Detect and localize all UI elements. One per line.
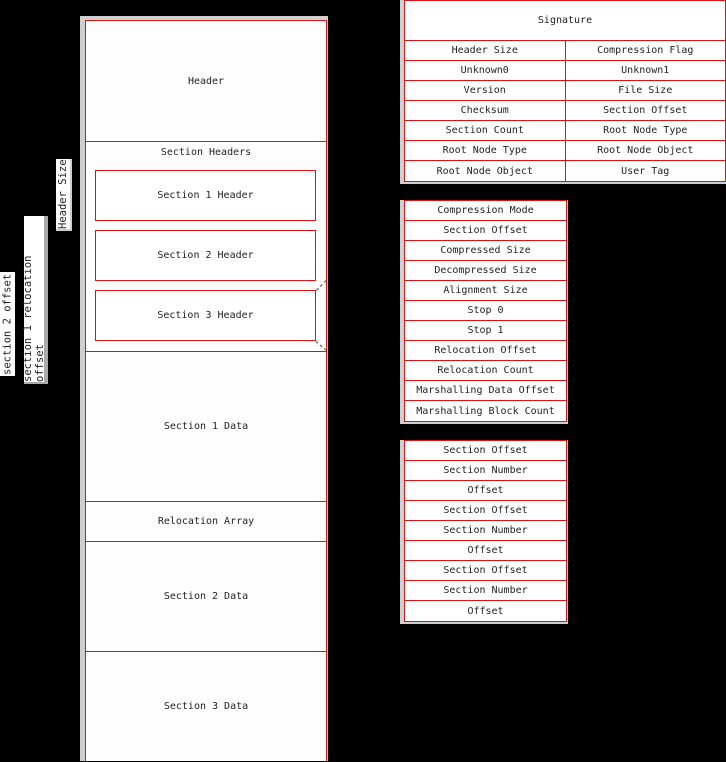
table-row	[405, 201, 566, 221]
section1-header-label: Section 1 Header	[157, 190, 254, 201]
table-cell: Stop 1	[467, 325, 504, 336]
table-cell: Compressed Size	[440, 245, 531, 256]
table-row	[405, 101, 725, 121]
section2-header-box	[95, 230, 316, 281]
table-cell: Stop 0	[467, 305, 504, 316]
table-row	[405, 441, 566, 461]
table-cell: Section Offset	[443, 565, 528, 576]
table-cell: Section Count	[445, 125, 524, 136]
table-row	[405, 401, 566, 421]
table-cell: Offset	[467, 605, 504, 617]
table-row	[405, 81, 725, 101]
table-row	[405, 381, 566, 401]
table-row	[405, 241, 566, 261]
table-cell: Header Size	[451, 45, 518, 56]
section1-data-block	[86, 351, 326, 502]
signature-cell: Signature	[537, 15, 593, 26]
table-cell: Section Offset	[443, 505, 528, 516]
header-size-label: Header Size	[57, 159, 69, 229]
table-cell: Offset	[467, 545, 504, 556]
table-cell: Section Number	[443, 465, 528, 476]
table-cell: Root Node Object	[565, 141, 726, 160]
table-cell: Offset	[467, 485, 504, 496]
table-row	[405, 601, 566, 621]
section2-data-block	[86, 541, 326, 652]
table-cell: Relocation Offset	[434, 345, 537, 356]
table-cell: Section Number	[443, 585, 528, 596]
table-cell: Alignment Size	[443, 285, 528, 296]
table-cell: File Size	[565, 81, 726, 100]
table-cell: Root Node Type	[565, 121, 726, 140]
relocation-array-block	[86, 501, 326, 542]
table-cell: Marshalling Data Offset	[416, 385, 555, 396]
table-row	[405, 261, 566, 281]
relocation-array-label: Relocation Array	[157, 515, 255, 527]
table-cell: Compression Mode	[437, 205, 534, 216]
table-row	[405, 341, 566, 361]
relocation-fields-table	[404, 440, 567, 622]
table-row	[405, 281, 566, 301]
table-cell: Unknown0	[460, 65, 509, 76]
signature-row	[405, 1, 725, 41]
section3-data-label: Section 3 Data	[163, 701, 249, 712]
table-row	[405, 541, 566, 561]
table-cell: Version	[463, 85, 506, 96]
section1-relocation-offset-label: section 1 relocation offset	[24, 216, 44, 382]
section1-header-box	[95, 170, 316, 221]
table-row	[405, 501, 566, 521]
table-cell: Marshalling Block Count	[416, 405, 555, 417]
table-row	[405, 141, 725, 161]
table-cell: Decompressed Size	[434, 265, 537, 276]
section-headers-label: Section Headers	[160, 147, 252, 158]
section3-header-label: Section 3 Header	[157, 310, 254, 321]
table-row	[405, 361, 566, 381]
table-row	[405, 161, 725, 181]
section1-data-label: Section 1 Data	[163, 420, 249, 432]
table-cell: Checksum	[460, 105, 509, 116]
table-cell: Section Offset	[443, 445, 528, 456]
section2-offset-label: section 2 offset	[1, 273, 14, 375]
table-row	[405, 41, 725, 61]
table-cell: Unknown1	[565, 61, 726, 80]
table-cell: Root Node Object	[436, 165, 533, 177]
section3-data-block	[86, 651, 326, 762]
table-row	[405, 121, 725, 141]
table-cell: Root Node Type	[442, 145, 527, 156]
file-layout-column	[85, 20, 327, 761]
table-row	[405, 521, 566, 541]
table-cell: User Tag	[565, 161, 726, 181]
header-block	[86, 21, 326, 142]
table-row	[405, 301, 566, 321]
table-cell: Compression Flag	[565, 41, 726, 60]
table-row	[405, 481, 566, 501]
section-header-fields-table	[404, 200, 567, 422]
table-cell: Section Offset	[443, 225, 528, 236]
header-label: Header	[187, 75, 225, 87]
table-row	[405, 461, 566, 481]
table-cell: Relocation Count	[437, 365, 534, 376]
table-row	[405, 61, 725, 81]
table-row	[405, 221, 566, 241]
section2-data-label: Section 2 Data	[163, 590, 249, 602]
section2-header-label: Section 2 Header	[157, 250, 254, 261]
table-row	[405, 581, 566, 601]
section3-header-box	[95, 290, 316, 341]
table-cell: Section Number	[443, 525, 528, 536]
header-fields-table	[404, 0, 726, 182]
table-row	[405, 321, 566, 341]
table-row	[405, 561, 566, 581]
table-cell: Section Offset	[565, 101, 726, 120]
